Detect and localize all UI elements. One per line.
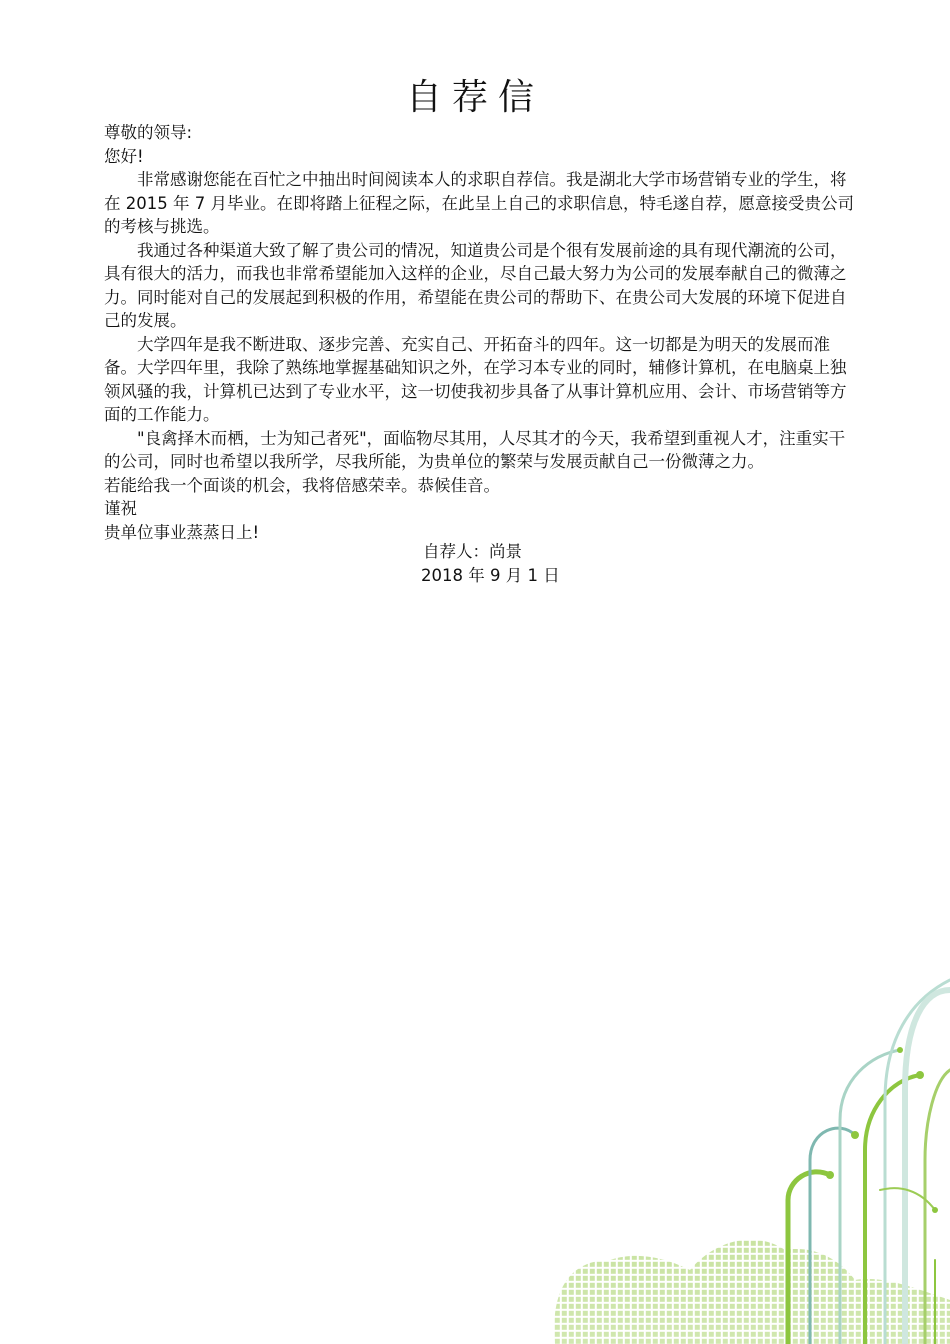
signature-name: 自荐人：尚景: [423, 542, 522, 561]
signature-block: [423, 540, 583, 587]
closing-line: 若能给我一个面谈的机会，我将倍感荣幸。恭候佳音。: [104, 475, 500, 495]
paragraph-1: 非常感谢您能在百忙之中抽出时间阅读本人的求职自荐信。我是湖北大学市场营销专业的学生，将在 2015 年 7 月毕业。在即将踏上征程之际，在此呈上自己的求职信息，特毛遂自荐，愿意接受贵公司的考核与挑选。: [104, 170, 854, 236]
wish: 贵单位事业蒸蒸日上!: [104, 522, 260, 542]
paragraph-3: 大学四年是我不断进取、逐步完善、充实自己、开拓奋斗的四年。这一切都是为明天的发展而准备。大学四年里，我除了熟练地掌握基础知识之外，在学习本专业的同时，辅修计算机，在电脑桌上独领风骚的我，计算机已达到了专业水平，这一切使我初步具备了从事计算机应用、会计、市场营销等方面的工作能力。: [104, 334, 847, 424]
greeting: 您好!: [104, 146, 144, 166]
regards: 谨祝: [104, 499, 137, 518]
page-title: 自荐信: [405, 77, 544, 118]
decorative-corner-illustration: [540, 960, 950, 1344]
salutation: 尊敬的领导:: [104, 123, 193, 142]
signature-date: 2018 年 9 月 1 日: [421, 565, 560, 585]
paragraph-2: 我通过各种渠道大致了解了贵公司的情况，知道贵公司是个很有发展前途的具有现代潮流的公司，具有很大的活力，而我也非常希望能加入这样的企业，尽自己最大努力为公司的发展奉献自己的微薄之力。同时能对自己的发展起到积极的作用，希望能在贵公司的帮助下、在贵公司大发展的环境下促进自己的发展。: [104, 240, 847, 330]
paragraph-4: "良禽择木而栖，士为知己者死"，面临物尽其用，人尽其才的今天，我希望到重视人才，注重实干的公司，同时也希望以我所学，尽我所能，为贵单位的繁荣与发展贡献自己一份微薄之力。: [104, 428, 846, 471]
letter-body: [104, 121, 856, 544]
